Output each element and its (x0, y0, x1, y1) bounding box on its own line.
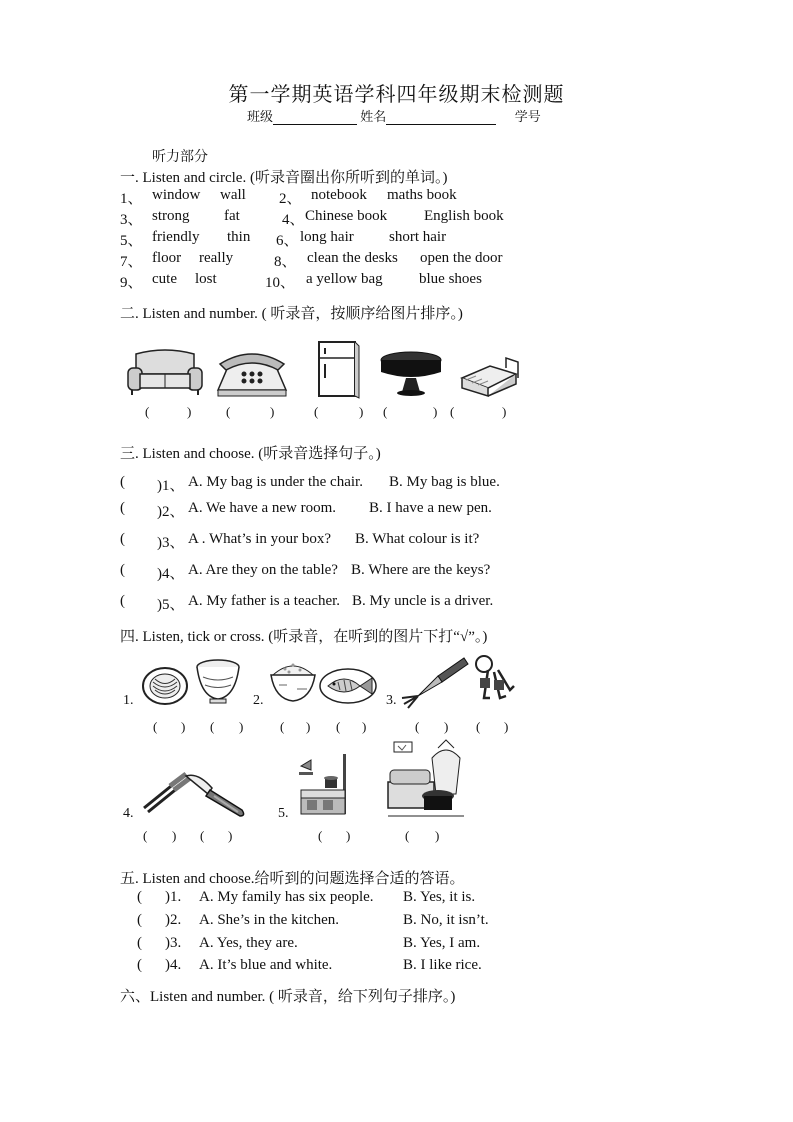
living-room-picture (386, 738, 466, 820)
fridge-picture (315, 338, 361, 400)
item-number: )4、 (157, 566, 185, 582)
answer-blank-close: ) (435, 828, 440, 843)
answer-blank[interactable]: ( (137, 889, 142, 905)
part4-heading: 四. Listen, tick or cross. (听录音，在听到的图片下打“√”。) (120, 629, 488, 645)
option-a: A. My bag is under the chair. (188, 474, 363, 490)
answer-blank[interactable]: ( (405, 828, 410, 843)
answer-blank[interactable]: ( (336, 719, 341, 734)
word-choice: blue shoes (419, 271, 482, 287)
answer-blank[interactable]: ( (200, 828, 205, 843)
option-b: B. My bag is blue. (389, 474, 500, 490)
option-b: B. What colour is it? (355, 531, 480, 547)
number-label: 学号 (514, 109, 541, 124)
answer-blank[interactable]: ( (476, 719, 481, 734)
item-number: 6、 (276, 233, 299, 249)
item-number: )2. (165, 912, 182, 928)
answer-blank-close: ) (172, 828, 177, 843)
answer-blank[interactable]: ) (359, 404, 364, 419)
answer-blank[interactable]: ( (415, 719, 420, 734)
part6-heading: 六、Listen and number. ( 听录音，给下列句子排序。) (120, 989, 456, 1005)
option-b: B. Where are the keys? (351, 562, 491, 578)
item-number: )1、 (157, 478, 185, 494)
knife-picture (182, 770, 248, 820)
word-choice: notebook (311, 187, 367, 203)
answer-blank-close: ) (239, 719, 244, 734)
class-label: 班级 (247, 109, 274, 124)
answer-blank[interactable]: ( (143, 828, 148, 843)
item-number: 9、 (120, 275, 143, 291)
answer-blank-close: ) (504, 719, 509, 734)
item-number: 1、 (120, 191, 143, 207)
option-b: B. I like rice. (403, 957, 482, 973)
name-blank (386, 112, 496, 125)
kitchen-picture (295, 752, 365, 818)
answer-blank[interactable]: ( (280, 719, 285, 734)
word-choice: a yellow bag (306, 271, 383, 287)
keys-picture (470, 654, 516, 706)
word-choice: cute (152, 271, 177, 287)
answer-blank[interactable]: ( (137, 935, 142, 951)
part2-heading: 二. Listen and number. ( 听录音，按顺序给图片排序。) (120, 306, 463, 322)
answer-blank[interactable]: ) (270, 404, 275, 419)
picture-group-label: 1. (123, 693, 134, 708)
part1-heading: 一. Listen and circle. (听录音圈出你所听到的单词。) (120, 170, 448, 186)
word-choice: maths book (387, 187, 457, 203)
option-a: A. Yes, they are. (199, 935, 298, 951)
item-number: )4. (165, 957, 182, 973)
option-a: A. Are they on the table? (188, 562, 338, 578)
item-number: )2、 (157, 504, 185, 520)
word-choice: short hair (389, 229, 447, 245)
word-choice: long hair (300, 229, 354, 245)
item-number: 5、 (120, 233, 143, 249)
answer-blank[interactable]: ( (226, 404, 231, 419)
word-choice: friendly (152, 229, 200, 245)
answer-blank[interactable]: ( (120, 531, 125, 547)
picture-group-label: 2. (253, 693, 264, 708)
word-choice: open the door (420, 250, 503, 266)
item-number: 4、 (282, 212, 305, 228)
answer-blank[interactable]: ( (137, 957, 142, 973)
word-choice: clean the desks (307, 250, 398, 266)
word-choice: window (152, 187, 201, 203)
bed-picture (456, 356, 520, 398)
class-blank (273, 112, 357, 125)
option-b: B. My uncle is a driver. (352, 593, 494, 609)
answer-blank[interactable]: ( (383, 404, 388, 419)
option-b: B. Yes, I am. (403, 935, 481, 951)
answer-blank[interactable]: ( (137, 912, 142, 928)
bowl-picture (195, 657, 241, 707)
answer-blank[interactable]: ( (153, 719, 158, 734)
option-a: A. It’s blue and white. (199, 957, 333, 973)
word-choice: floor (152, 250, 182, 266)
answer-blank-close: ) (444, 719, 449, 734)
item-number: )3. (165, 935, 182, 951)
option-a: A. She’s in the kitchen. (199, 912, 339, 928)
student-info (247, 106, 541, 125)
answer-blank[interactable]: ) (187, 404, 192, 419)
table-picture (378, 350, 444, 398)
word-choice: wall (220, 187, 246, 203)
answer-blank[interactable]: ( (318, 828, 323, 843)
section-heading: 听力部分 (152, 150, 208, 165)
item-number: )3、 (157, 535, 185, 551)
item-number: 3、 (120, 212, 143, 228)
answer-blank-close: ) (362, 719, 367, 734)
option-b: B. Yes, it is. (403, 889, 476, 905)
fish-picture (318, 664, 380, 706)
answer-blank[interactable]: ( (120, 500, 125, 516)
answer-blank[interactable]: ) (433, 404, 438, 419)
item-number: )5、 (157, 597, 185, 613)
sofa-picture (126, 348, 204, 398)
word-choice: fat (224, 208, 240, 224)
fork-picture (398, 654, 470, 710)
name-label: 姓名 (360, 109, 387, 124)
answer-blank[interactable]: ( (120, 562, 125, 578)
word-choice: thin (227, 229, 251, 245)
picture-group-label: 5. (278, 806, 289, 821)
answer-blank[interactable]: ( (145, 404, 150, 419)
item-number: 2、 (279, 191, 302, 207)
word-choice: Chinese book (305, 208, 388, 224)
option-a: A. My family has six people. (199, 889, 374, 905)
picture-group-label: 3. (386, 693, 397, 708)
item-number: 8、 (274, 254, 297, 270)
answer-blank[interactable]: ( (210, 719, 215, 734)
answer-blank[interactable]: ( (314, 404, 319, 419)
option-b: B. No, it isn’t. (403, 912, 489, 928)
option-b: B. I have a new pen. (369, 500, 492, 516)
word-choice: strong (152, 208, 190, 224)
answer-blank-close: ) (228, 828, 233, 843)
answer-blank[interactable]: ( (120, 474, 125, 490)
picture-group-label: 4. (123, 806, 134, 821)
item-number: 10、 (265, 275, 296, 291)
answer-blank[interactable]: ( (120, 593, 125, 609)
part5-heading: 五. Listen and choose.给听到的问题选择合适的答语。 (120, 871, 465, 887)
rice-picture (267, 655, 319, 707)
option-a: A . What’s in your box? (188, 531, 332, 547)
phone-picture (212, 350, 292, 400)
word-choice: lost (195, 271, 217, 287)
answer-blank[interactable]: ( (450, 404, 455, 419)
answer-blank-close: ) (346, 828, 351, 843)
item-number: 7、 (120, 254, 143, 270)
page-title: 第一学期英语学科四年级期末检测题 (228, 84, 565, 106)
part3-heading: 三. Listen and choose. (听录音选择句子。) (120, 446, 381, 462)
word-choice: English book (424, 208, 504, 224)
option-a: A. My father is a teacher. (188, 593, 341, 609)
answer-blank-close: ) (181, 719, 186, 734)
answer-blank[interactable]: ) (502, 404, 507, 419)
item-number: )1. (165, 889, 182, 905)
option-a: A. We have a new room. (188, 500, 337, 516)
word-choice: really (199, 250, 234, 266)
answer-blank-close: ) (306, 719, 311, 734)
noodles-picture (141, 662, 189, 708)
